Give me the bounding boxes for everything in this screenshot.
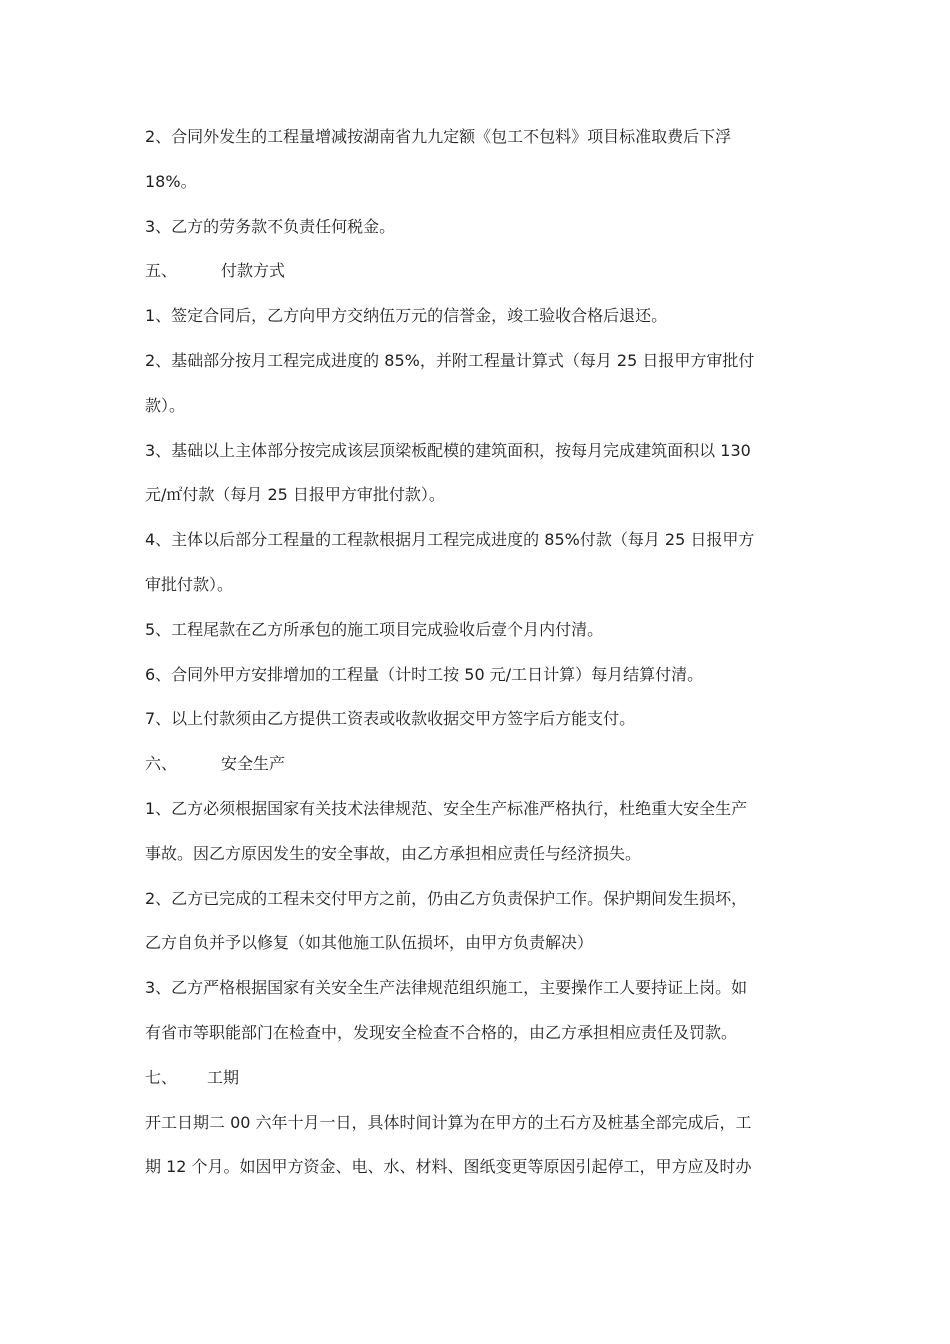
paragraph-line: 乙方自负并予以修复（如其他施工队伍损坏，由甲方负责解决）	[145, 933, 594, 953]
paragraph-line: 1、乙方必须根据国家有关技术法律规范、安全生产标准严格执行，杜绝重大安全生产	[145, 798, 748, 818]
paragraph-line: 1、签定合同后，乙方向甲方交纳伍万元的信誉金，竣工验收合格后退还。	[145, 306, 668, 326]
paragraph-line: 元/㎡付款（每月 25 日报甲方审批付款）。	[145, 485, 445, 505]
document-body	[145, 115, 810, 1190]
paragraph-line: 2、乙方已完成的工程未交付甲方之前，仍由乙方负责保护工作。保护期间发生损坏，	[145, 888, 748, 908]
paragraph-line: 3、乙方严格根据国家有关安全生产法律规范组织施工，主要操作工人要持证上岗。如	[145, 978, 748, 998]
paragraph-line: 开工日期二 00 六年十月一日，具体时间计算为在甲方的土石方及桩基全部完成后，工	[145, 1112, 752, 1132]
section-heading-safety	[145, 742, 810, 787]
paragraph-line: 有省市等职能部门在检查中，发现安全检查不合格的，由乙方承担相应责任及罚款。	[145, 1022, 738, 1042]
section-title: 安全生产	[221, 754, 286, 774]
paragraph-line: 7、以上付款须由乙方提供工资表或收款收据交甲方签字后方能支付。	[145, 709, 636, 729]
section-title: 工期	[207, 1067, 240, 1087]
paragraph-line: 期 12 个月。如因甲方资金、电、水、材料、图纸变更等原因引起停工，甲方应及时办	[145, 1157, 752, 1177]
section-number: 五、	[145, 261, 178, 281]
section-title: 付款方式	[221, 261, 286, 281]
paragraph-line: 18%。	[145, 171, 197, 191]
paragraph-line: 4、主体以后部分工程量的工程款根据月工程完成进度的 85%付款（每月 25 日报甲方	[145, 530, 755, 550]
section-heading-payment	[145, 249, 810, 294]
section-number: 六、	[145, 754, 178, 774]
paragraph-line: 3、乙方的劳务款不负责任何税金。	[145, 216, 396, 236]
section-heading-schedule	[145, 1056, 810, 1101]
paragraph-line: 6、合同外甲方安排增加的工程量（计时工按 50 元/工日计算）每月结算付清。	[145, 664, 704, 684]
paragraph-line: 2、合同外发生的工程量增减按湖南省九九定额《包工不包料》项目标准取费后下浮	[145, 127, 732, 146]
paragraph-line: 款）。	[145, 395, 186, 415]
paragraph-line: 5、工程尾款在乙方所承包的施工项目完成验收后壹个月内付清。	[145, 619, 604, 639]
section-number: 七、	[145, 1067, 178, 1087]
paragraph-line: 事故。因乙方原因发生的安全事故，由乙方承担相应责任与经济损失。	[145, 843, 642, 863]
paragraph-line: 2、基础部分按月工程完成进度的 85%，并附工程量计算式（每月 25 日报甲方审批付	[145, 350, 755, 370]
paragraph-line: 3、基础以上主体部分按完成该层顶梁板配模的建筑面积，按每月完成建筑面积以 130	[145, 440, 751, 460]
paragraph-line: 审批付款）。	[145, 574, 234, 594]
